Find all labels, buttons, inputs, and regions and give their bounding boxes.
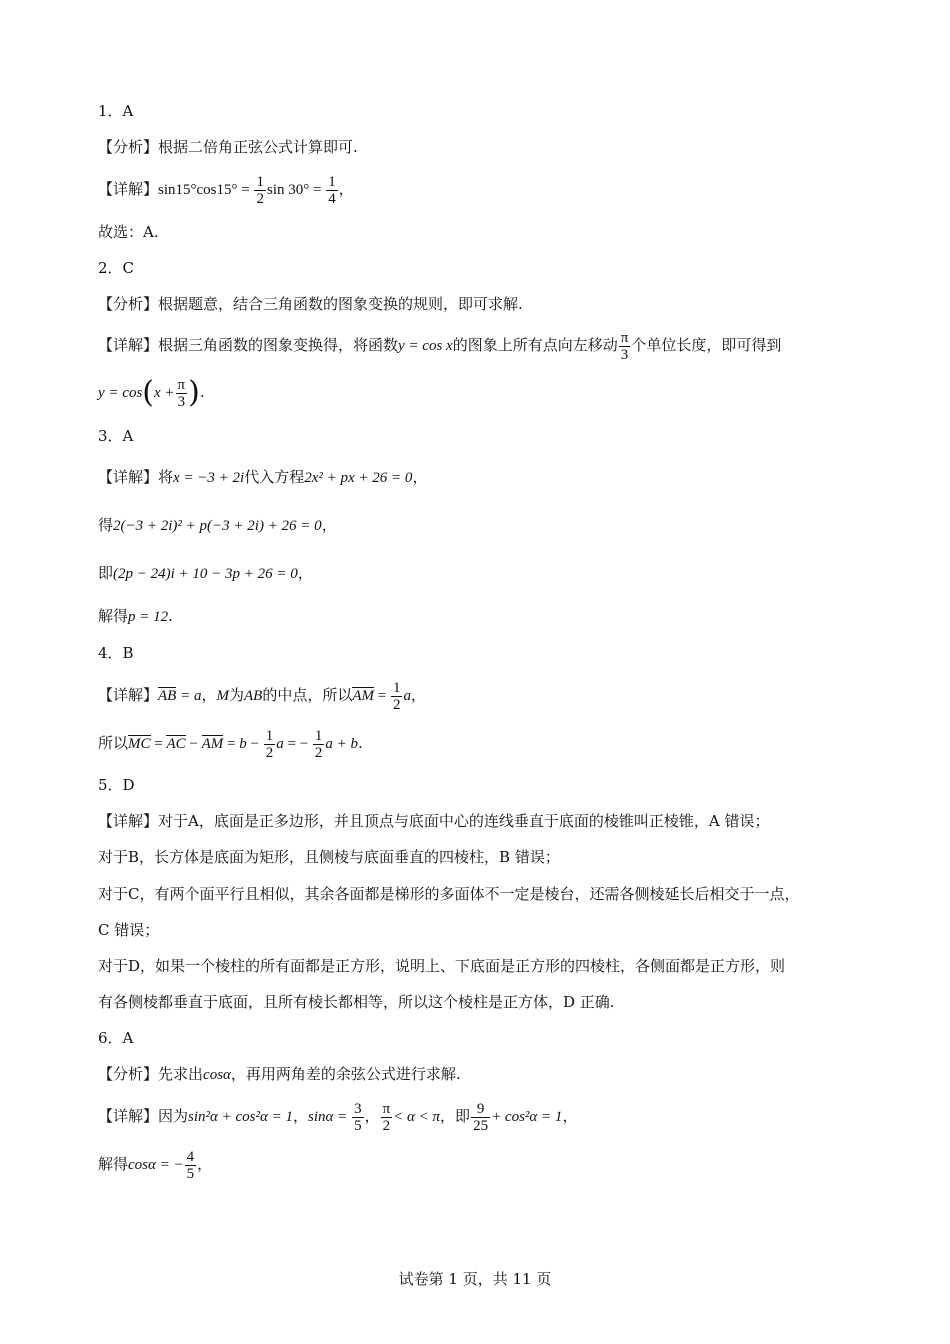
fraction: $\frac{1}{2}$ xyxy=(265,727,274,761)
q3-line3: 即(2p − 24)i + 10 − 3p + 26 = 0， xyxy=(98,564,313,582)
q5-line2: 对于B，长方体是底面为矩形，且侧棱与底面垂直的四棱柱，B 错误； xyxy=(98,848,560,866)
text: 因为 xyxy=(158,1107,189,1125)
detail-tag: 【详解】 xyxy=(98,812,159,830)
analysis-tag: 【分析】 xyxy=(98,1065,159,1083)
math-expr: p = 12 xyxy=(128,609,169,625)
q1-expr: sin15°cos15° = xyxy=(158,182,254,198)
text: 将 xyxy=(158,468,174,486)
detail-tag: 【详解】 xyxy=(98,686,159,704)
analysis-text: 根据题意，结合三角函数的图象变换的规则，即可求解. xyxy=(158,295,523,313)
math-expr: + cos²α = 1 xyxy=(491,1109,563,1125)
q3-number: 3．A xyxy=(98,427,134,445)
text: 所以 xyxy=(98,734,129,752)
q1-number: 1．A xyxy=(98,102,134,120)
math-expr: x = −3 + 2i xyxy=(173,470,245,486)
q4-line2: 所以MC = AC − AM = b − $\frac{1}{2}$ a = − $\frac{1}{2}$ a + b. xyxy=(98,727,363,761)
vector-am: AM xyxy=(201,736,224,752)
result-x: x + xyxy=(154,385,175,401)
q2-analysis xyxy=(98,294,523,314)
q5-number: 5．D xyxy=(98,776,135,794)
detail-text: 的图象上所有点向左移动 xyxy=(452,336,618,354)
q4-number: 4．B xyxy=(98,644,134,662)
text: ，再用两角差的余弦公式进行求解. xyxy=(230,1065,461,1083)
vector-ac: AC xyxy=(166,736,186,752)
fraction: $\frac{1}{2}$ xyxy=(256,173,264,207)
result-expr: y = cos xyxy=(98,385,143,401)
text: 的中点，所以 xyxy=(262,686,353,704)
q6-solve: 解得cosα = − $\frac{4}{5}$ ， xyxy=(98,1148,213,1182)
segment-ab: AB xyxy=(244,688,263,704)
fraction: $\frac{\pi}{3}$ xyxy=(177,376,186,410)
vector-ab: AB xyxy=(158,688,177,704)
fraction: $\frac{3}{5}$ xyxy=(354,1100,362,1134)
q5-line6: 有各侧棱都垂直于底面，且所有棱长都相等，所以这个棱柱是正方体，D 正确. xyxy=(98,993,615,1011)
math-expr: cosα = − xyxy=(128,1157,184,1173)
fraction: $\frac{1}{2}$ xyxy=(392,679,401,713)
fraction: $\frac{\pi}{3}$ xyxy=(620,329,629,363)
q6-analysis xyxy=(98,1064,461,1085)
q2-detail xyxy=(98,326,781,365)
detail-tag: 【详解】 xyxy=(98,468,159,486)
math-expr: a + b xyxy=(325,736,359,752)
q1-conclusion: 故选：A. xyxy=(98,223,159,241)
analysis-tag: 【分析】 xyxy=(98,295,159,313)
math-expr: 2x² + px + 26 = 0 xyxy=(304,470,413,486)
vector-b: b xyxy=(239,736,247,752)
q5-line4: C 错误； xyxy=(98,921,160,939)
fraction: $\frac{\pi}{2}$ xyxy=(382,1100,391,1134)
q4-line1: 【详解】AB = a，M为AB的中点，所以AM = $\frac{1}{2}$ a， xyxy=(98,679,426,713)
q1-detail: 【详解】sin15°cos15° = $\frac{1}{2}$ sin 30° = $\frac{1}{4}$ ， xyxy=(98,173,354,207)
q1-sin30: sin 30° = xyxy=(266,182,326,198)
q5-line5: 对于D，如果一个棱柱的所有面都是正方形，说明上、下底面是正方形的四棱柱，各侧面都是正方形，则 xyxy=(98,957,786,975)
q1-analysis xyxy=(98,137,358,157)
math-expr: (2p − 24)i + 10 − 3p + 26 = 0 xyxy=(113,566,298,582)
function-expr: y = cos x xyxy=(398,338,453,354)
text: 解得 xyxy=(98,607,129,625)
q3-line4: 解得p = 12. xyxy=(98,607,173,625)
text: 解得 xyxy=(98,1155,129,1173)
detail-tag: 【详解】 xyxy=(98,180,159,198)
q2-number: 2．C xyxy=(98,259,135,277)
fraction: $\frac{1}{2}$ xyxy=(314,727,323,761)
math-expr: = a xyxy=(176,688,202,704)
text: 先求出 xyxy=(158,1065,204,1083)
text: 得 xyxy=(98,516,114,534)
q5-line3: 对于C，有两个面平行且相似，其余各面都是梯形的多面体不一定是棱台，还需各侧棱延长后相交于一点， xyxy=(98,885,800,903)
detail-tag: 【详解】 xyxy=(98,1107,159,1125)
math-expr: cosα xyxy=(203,1067,231,1083)
math-expr: sin²α + cos²α = 1 xyxy=(188,1109,294,1125)
math-expr: < α < π xyxy=(393,1109,441,1125)
math-expr: sinα = xyxy=(308,1109,352,1125)
fraction: $\frac{4}{5}$ xyxy=(186,1148,195,1182)
detail-tag: 【详解】 xyxy=(98,336,159,354)
math-expr: 2(−3 + 2i)² + p(−3 + 2i) + 26 = 0 xyxy=(113,518,322,534)
q6-number: 6．A xyxy=(98,1029,134,1047)
vector-am: AM xyxy=(352,688,375,704)
analysis-tag: 【分析】 xyxy=(98,138,159,156)
fraction: $\frac{1}{4}$ xyxy=(328,173,336,207)
detail-text: 根据三角函数的图象变换得，将函数 xyxy=(158,336,399,354)
analysis-text: 根据二倍角正弦公式计算即可. xyxy=(158,138,358,156)
q6-detail: 【详解】因为sin²α + cos²α = 1，sinα = $\frac{3}{5}$ ， $\frac{\pi}{2}$ < α < π，即 $\frac{9}{25}$ + cos²α = 1， xyxy=(98,1100,578,1134)
detail-text: 个单位长度，即可得到 xyxy=(631,336,782,354)
page-footer: 试卷第 1 页，共 11 页 xyxy=(398,1270,552,1288)
q2-result: y = cos(x + $\frac{\pi}{3}$ ). xyxy=(98,375,205,410)
point-m: M xyxy=(216,688,229,704)
text: 对于A，底面是正多边形，并且顶点与底面中心的连线垂直于底面的棱锥叫正棱锥，A 错误； xyxy=(158,812,770,830)
fraction: $\frac{9}{25}$ xyxy=(473,1100,489,1134)
text: 代入方程 xyxy=(244,468,305,486)
vector-mc: MC xyxy=(128,736,151,752)
text: 即 xyxy=(98,564,114,582)
q3-line1: 【详解】将x = −3 + 2i代入方程2x² + px + 26 = 0， xyxy=(98,468,428,486)
q5-line1 xyxy=(98,811,769,831)
q3-line2: 得2(−3 + 2i)² + p(−3 + 2i) + 26 = 0， xyxy=(98,516,337,534)
